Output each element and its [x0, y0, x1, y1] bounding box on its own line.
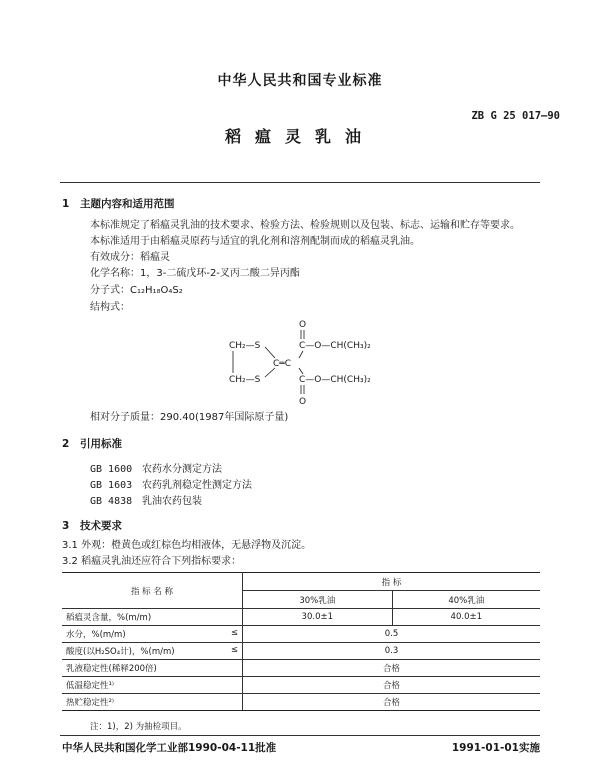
row-value-merged: 合格	[243, 660, 541, 677]
table-note: 注：1)，2) 为抽检项目。	[90, 722, 187, 732]
table-row	[62, 694, 540, 711]
ref-code: GB 1603	[90, 480, 133, 491]
s1-para-4: 化学名称：1，3-二硫戊环-2-叉丙二酸二异丙酯	[90, 268, 300, 279]
row-name-text: 低温稳定性¹⁾	[66, 681, 114, 691]
s1-para-3: 有效成分：稻瘟灵	[90, 252, 170, 263]
s3-item-1: 3.1 外观：橙黄色或红棕色均相液体，无悬浮物及沉淀。	[62, 540, 312, 551]
row-value-40: 40.0±1	[392, 609, 540, 626]
table-row	[62, 626, 540, 643]
row-name-text: 乳液稳定性(稀释200倍)	[66, 664, 157, 674]
section-3-heading	[62, 518, 122, 533]
row-name	[62, 609, 243, 626]
spec-table	[62, 572, 540, 711]
row-value-30: 30.0±1	[243, 609, 393, 626]
row-name	[62, 626, 243, 643]
struct-c-eq-c: C═C	[273, 359, 291, 369]
row-name-text: 稻瘟灵含量，%(m/m)	[66, 613, 152, 623]
col-name-header: 指 标 名 称	[62, 573, 243, 609]
structure-label: 结构式：	[90, 302, 130, 313]
ref-item	[90, 460, 222, 475]
s1-para-2: 本标准适用于由稻瘟灵原药与适宜的乳化剂和溶剂配制而成的稻瘟灵乳油。	[90, 236, 420, 247]
molecular-weight: 相对分子质量：290.40(1987年国际原子量)	[90, 412, 289, 423]
effective-date: 1991-01-01实施	[451, 742, 540, 754]
table-row	[62, 677, 540, 694]
ref-code: GB 1600	[90, 464, 133, 475]
section-1-heading	[62, 196, 175, 211]
row-value-merged: 0.3	[243, 643, 541, 660]
row-value-merged: 0.5	[243, 626, 541, 643]
struct-ch2-top: CH₂—S	[229, 341, 261, 351]
row-name	[62, 643, 243, 660]
doc-title: 稻瘟灵乳油	[224, 127, 375, 146]
section-2-heading	[62, 436, 122, 451]
row-name-text: 水分，%(m/m)	[66, 630, 126, 640]
issued-statement: 中华人民共和国化学工业部1990-04-11批准	[62, 742, 277, 754]
table-row	[62, 609, 540, 626]
ref-code: GB 4838	[90, 496, 133, 507]
row-value-merged: 合格	[243, 694, 541, 711]
section-3-title: 技术要求	[80, 520, 122, 532]
row-name-text: 酸度(以H₂SO₄计)，%(m/m)	[66, 647, 175, 657]
header-divider	[60, 182, 540, 183]
row-comparator: ≤	[230, 645, 238, 655]
ref-item	[90, 476, 252, 491]
section-2-title: 引用标准	[80, 438, 122, 450]
row-name	[62, 660, 243, 677]
table-row	[62, 643, 540, 660]
struct-ester-top: C—O—CH(CH₃)₂	[299, 341, 371, 351]
sub-header-30: 30%乳油	[243, 591, 393, 609]
row-value-merged: 合格	[243, 677, 541, 694]
section-3-number: 3	[62, 520, 70, 532]
struct-ester-bottom: C—O—CH(CH₃)₂	[299, 375, 371, 385]
molecular-formula: 分子式：C₁₂H₁₈O₄S₂	[90, 285, 183, 296]
ref-item	[90, 492, 202, 507]
structural-formula	[225, 318, 405, 406]
s1-para-1: 本标准规定了稻瘟灵乳油的技术要求、检验方法、检验规则以及包装、标志、运输和贮存等要求。	[90, 220, 520, 231]
row-name-text: 热贮稳定性²⁾	[66, 698, 114, 708]
ref-title: 乳油农药包装	[142, 496, 202, 507]
section-2-number: 2	[62, 438, 70, 450]
struct-ch2-bottom: CH₂—S	[229, 375, 261, 385]
section-1-title: 主题内容和适用范围	[80, 198, 175, 210]
struct-o-bottom: O	[299, 397, 307, 406]
org-title: 中华人民共和国专业标准	[217, 73, 383, 89]
row-comparator: ≤	[230, 628, 238, 638]
table-row	[62, 660, 540, 677]
row-name	[62, 694, 243, 711]
footer-divider	[60, 735, 540, 736]
row-name	[62, 677, 243, 694]
section-1-number: 1	[62, 198, 70, 210]
ref-title: 农药乳剂稳定性测定方法	[142, 480, 252, 491]
table-header-row	[62, 573, 540, 591]
ref-title: 农药水分测定方法	[142, 464, 222, 475]
s3-item-2: 3.2 稻瘟灵乳油还应符合下列指标要求：	[62, 556, 242, 567]
col-index-header: 指 标	[243, 573, 541, 591]
standard-code: ZB G 25 017—90	[471, 110, 560, 122]
struct-o-top: O	[299, 320, 307, 330]
sub-header-40: 40%乳油	[392, 591, 540, 609]
